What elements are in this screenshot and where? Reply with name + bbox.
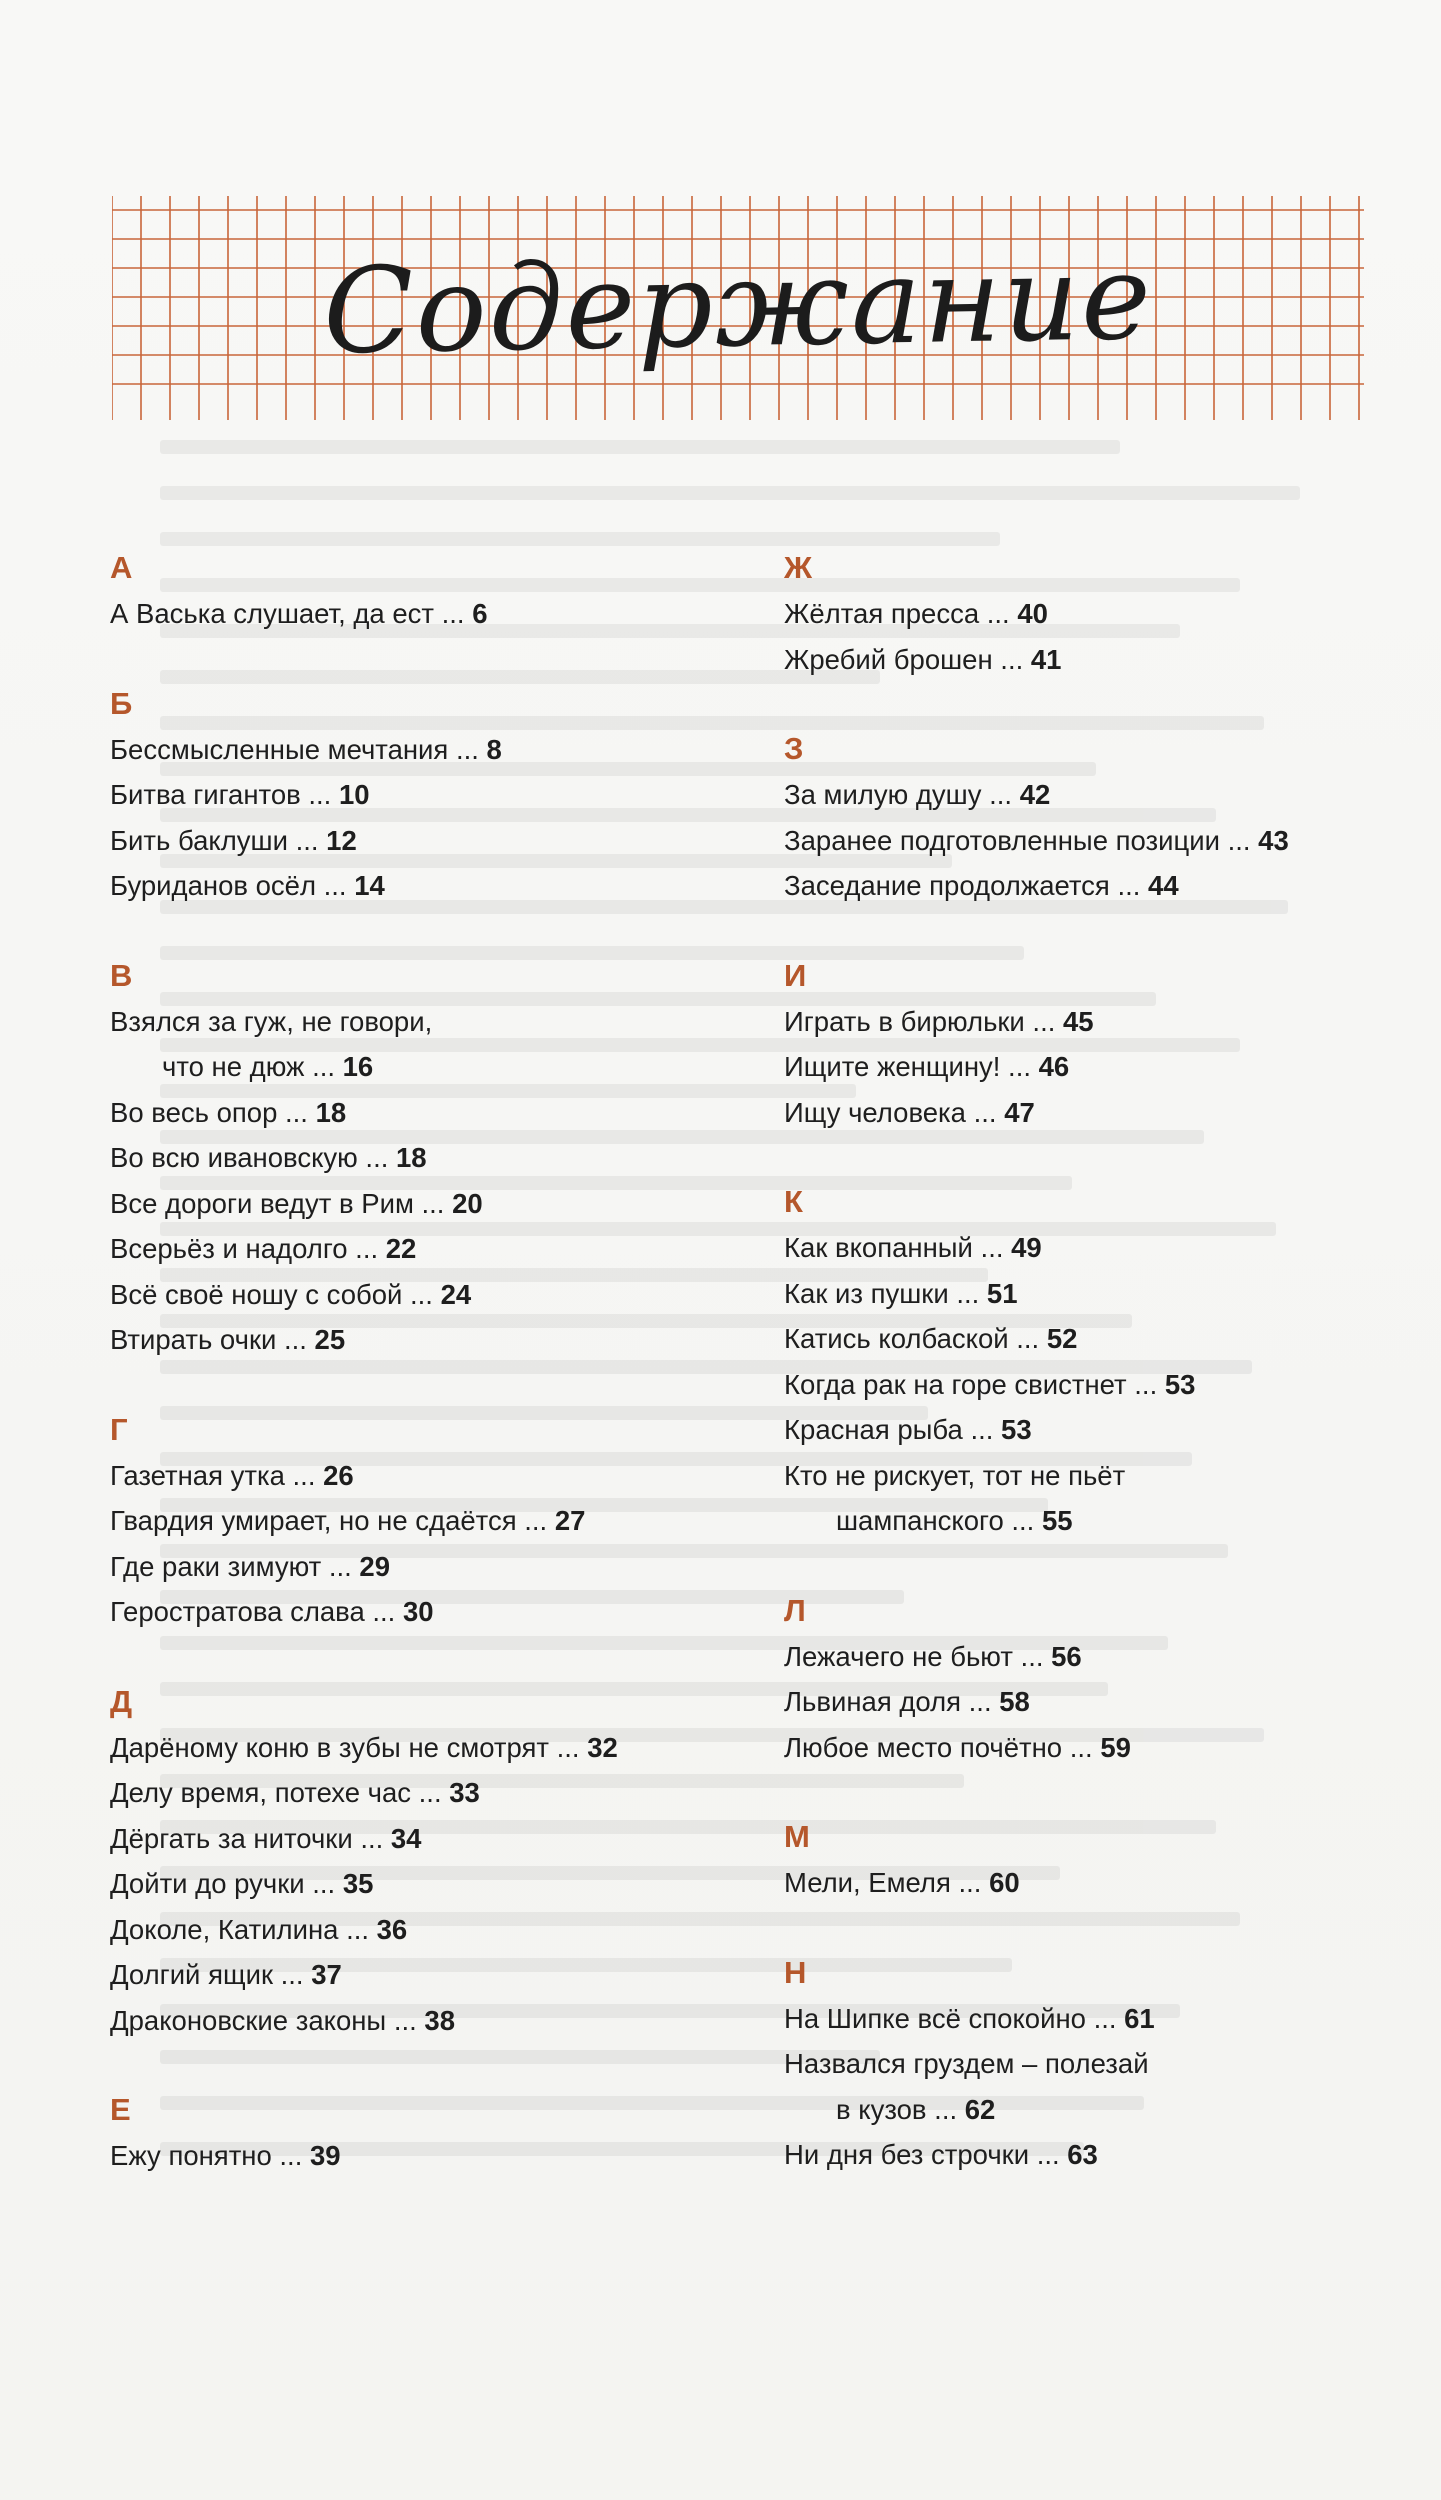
entry-page-number: 61 bbox=[1124, 2002, 1155, 2034]
section-letter: Д bbox=[110, 1683, 133, 1719]
toc-entry bbox=[110, 1952, 770, 1998]
toc-entry bbox=[784, 1679, 1441, 1725]
toc-entry bbox=[784, 2132, 1441, 2178]
entry-title: в кузов ... bbox=[836, 2093, 965, 2125]
entry-page-number: 41 bbox=[1030, 643, 1062, 675]
entry-title: Бить баклуши ... bbox=[110, 824, 327, 856]
toc-entry bbox=[110, 1907, 770, 1953]
toc-entry bbox=[110, 863, 770, 909]
entry-title: Взялся за гуж, не говори, bbox=[110, 1005, 433, 1037]
entry-page-number: 29 bbox=[359, 1550, 391, 1582]
toc-entry bbox=[110, 772, 770, 818]
entry-page-number: 34 bbox=[390, 1822, 422, 1854]
entry-title: Жёлтая пресса ... bbox=[784, 598, 1018, 629]
toc-section bbox=[110, 1407, 770, 1635]
toc-entry bbox=[110, 1090, 770, 1136]
toc-entry bbox=[110, 818, 770, 864]
entry-page-number: 59 bbox=[1100, 1731, 1131, 1763]
title-banner bbox=[112, 196, 1364, 420]
entry-page-number: 52 bbox=[1046, 1323, 1078, 1354]
entry-page-number: 53 bbox=[1164, 1368, 1196, 1400]
toc-entry bbox=[784, 1316, 1441, 1362]
entry-page-number: 12 bbox=[326, 824, 357, 856]
toc-entry bbox=[110, 1181, 770, 1227]
toc-entry bbox=[784, 591, 1441, 637]
entry-page-number: 62 bbox=[964, 2093, 996, 2125]
entry-title: Любое место почётно ... bbox=[784, 1731, 1101, 1763]
toc-entry bbox=[110, 1317, 770, 1363]
entry-title: Дойти до ручки ... bbox=[110, 1868, 343, 1899]
entry-title: Драконовские законы ... bbox=[110, 2004, 425, 2036]
toc-entry bbox=[110, 1816, 770, 1862]
entry-title: Лежачего не бьют ... bbox=[784, 1640, 1052, 1672]
toc-entry bbox=[784, 1634, 1441, 1680]
entry-title: Мели, Емеля ... bbox=[784, 1867, 990, 1898]
entry-page-number: 39 bbox=[309, 2140, 341, 2171]
toc-entry bbox=[110, 1453, 770, 1499]
entry-title: Ищу человека ... bbox=[784, 1096, 1005, 1128]
section-letter: М bbox=[784, 1819, 810, 1854]
entry-page-number: 45 bbox=[1063, 1005, 1094, 1037]
entry-page-number: 60 bbox=[989, 1867, 1020, 1898]
toc-section bbox=[784, 726, 1441, 909]
entry-page-number: 8 bbox=[486, 733, 502, 765]
entry-page-number: 18 bbox=[396, 1142, 427, 1173]
section-letter: Е bbox=[110, 2092, 131, 2127]
entry-title: Всё своё ношу с собой ... bbox=[110, 1278, 441, 1310]
toc-entry bbox=[110, 1861, 770, 1907]
toc-entry bbox=[784, 818, 1441, 864]
entry-title: А Васька слушает, да ест ... bbox=[110, 598, 473, 629]
entry-title: Втирать очки ... bbox=[110, 1324, 315, 1355]
entry-continuation-line bbox=[784, 2087, 1441, 2133]
entry-title: что не дюж ... bbox=[162, 1051, 343, 1082]
section-letter: К bbox=[784, 1184, 803, 1219]
toc-entry bbox=[784, 772, 1441, 818]
toc-entry bbox=[110, 591, 770, 637]
entry-page-number: 22 bbox=[385, 1233, 417, 1264]
entry-page-number: 49 bbox=[1011, 1232, 1042, 1263]
entry-page-number: 35 bbox=[342, 1868, 374, 1899]
entry-title: Заседание продолжается ... bbox=[784, 870, 1149, 901]
entry-title: Дарёному коню в зубы не смотрят ... bbox=[110, 1731, 588, 1763]
toc-entry bbox=[784, 1271, 1441, 1317]
toc-entry bbox=[110, 1998, 770, 2044]
entry-title: Буриданов осёл ... bbox=[110, 870, 355, 901]
entry-title: Все дороги ведут в Рим ... bbox=[110, 1187, 453, 1219]
entry-title: Ни дня без строчки ... bbox=[784, 2139, 1068, 2170]
entry-title: Гвардия умирает, но не сдаётся ... bbox=[110, 1505, 555, 1536]
entry-title: Битва гигантов ... bbox=[110, 779, 339, 810]
entry-page-number: 46 bbox=[1038, 1051, 1070, 1082]
toc-entry bbox=[784, 1044, 1441, 1090]
entry-title: Ищите женщину! ... bbox=[784, 1051, 1039, 1082]
entry-page-number: 56 bbox=[1051, 1640, 1082, 1672]
page-title: Содержание bbox=[322, 227, 1154, 381]
toc-section bbox=[784, 545, 1441, 682]
entry-page-number: 47 bbox=[1004, 1096, 1035, 1128]
toc-section bbox=[784, 1814, 1441, 1906]
toc-entry bbox=[110, 727, 770, 773]
entry-title: Долгий ящик ... bbox=[110, 1959, 312, 1990]
toc-entry bbox=[784, 637, 1441, 683]
entry-title: Геростратова слава ... bbox=[110, 1596, 403, 1627]
toc-section bbox=[784, 1950, 1441, 2178]
section-letter: Н bbox=[784, 1954, 807, 1990]
toc-entry bbox=[784, 1362, 1441, 1408]
section-letter: И bbox=[784, 957, 807, 993]
entry-page-number: 18 bbox=[315, 1096, 347, 1128]
section-letter: Г bbox=[110, 1411, 128, 1447]
entry-title: Жребий брошен ... bbox=[784, 643, 1031, 675]
toc-entry bbox=[110, 999, 770, 1090]
toc-section bbox=[110, 545, 770, 637]
entry-title: На Шипке всё спокойно ... bbox=[784, 2002, 1125, 2034]
entry-title: Красная рыба ... bbox=[784, 1414, 1002, 1445]
toc-section bbox=[110, 2087, 770, 2179]
entry-title: Во всю ивановскую ... bbox=[110, 1142, 396, 1173]
section-letter: З bbox=[784, 731, 804, 766]
toc-entry bbox=[784, 1407, 1441, 1453]
entry-title: Всерьёз и надолго ... bbox=[110, 1233, 386, 1264]
entry-title: Дёргать за ниточки ... bbox=[110, 1822, 391, 1854]
entry-continuation-line bbox=[110, 1044, 770, 1090]
entry-title: Как вкопанный ... bbox=[784, 1232, 1012, 1263]
entry-page-number: 16 bbox=[342, 1051, 374, 1082]
toc-entry bbox=[784, 863, 1441, 909]
toc-entry bbox=[110, 1498, 770, 1544]
entry-page-number: 58 bbox=[999, 1686, 1030, 1717]
entry-page-number: 63 bbox=[1067, 2139, 1098, 2170]
entry-title: Катись колбаской ... bbox=[784, 1323, 1047, 1354]
toc-entry bbox=[110, 1226, 770, 1272]
entry-page-number: 27 bbox=[554, 1505, 586, 1536]
entry-page-number: 42 bbox=[1019, 779, 1051, 810]
toc-entry bbox=[784, 1860, 1441, 1906]
entry-title: Доколе, Катилина ... bbox=[110, 1913, 377, 1945]
section-letter: Л bbox=[784, 1592, 806, 1628]
entry-page-number: 20 bbox=[452, 1187, 483, 1219]
entry-page-number: 36 bbox=[376, 1913, 408, 1945]
entry-page-number: 44 bbox=[1148, 870, 1179, 901]
section-letter: Б bbox=[110, 685, 133, 721]
entry-title: За милую душу ... bbox=[784, 779, 1020, 810]
entry-title: Играть в бирюльки ... bbox=[784, 1005, 1063, 1037]
toc-entry bbox=[784, 1996, 1441, 2042]
entry-page-number: 14 bbox=[354, 870, 385, 901]
entry-title: шампанского ... bbox=[836, 1505, 1042, 1536]
entry-page-number: 10 bbox=[338, 779, 370, 810]
toc-entry bbox=[784, 999, 1441, 1045]
section-letter: Ж bbox=[784, 550, 813, 585]
entry-page-number: 53 bbox=[1001, 1414, 1032, 1445]
entry-title: Газетная утка ... bbox=[110, 1459, 324, 1491]
toc-entry bbox=[784, 1453, 1441, 1544]
toc-entry bbox=[784, 1725, 1441, 1771]
entry-continuation-line bbox=[784, 1498, 1441, 1544]
toc-entry bbox=[110, 2133, 770, 2179]
entry-page-number: 26 bbox=[323, 1459, 354, 1491]
toc-section bbox=[784, 953, 1441, 1136]
entry-title: Где раки зимуют ... bbox=[110, 1550, 360, 1582]
entry-page-number: 32 bbox=[587, 1731, 618, 1763]
toc-section bbox=[110, 1679, 770, 2044]
entry-page-number: 51 bbox=[986, 1277, 1018, 1309]
entry-page-number: 43 bbox=[1258, 824, 1289, 856]
entry-title: Заранее подготовленные позиции ... bbox=[784, 824, 1259, 856]
toc-section bbox=[784, 1588, 1441, 1771]
entry-title: Кто не рискует, тот не пьёт bbox=[784, 1459, 1126, 1491]
entry-page-number: 37 bbox=[311, 1959, 342, 1990]
toc-entry bbox=[784, 1090, 1441, 1136]
entry-page-number: 38 bbox=[424, 2004, 455, 2036]
entry-title: Львиная доля ... bbox=[784, 1686, 1000, 1717]
toc-entry bbox=[784, 2041, 1441, 2132]
toc-entry bbox=[110, 1544, 770, 1590]
toc-entry bbox=[110, 1725, 770, 1771]
toc-column-right bbox=[784, 545, 1441, 2178]
entry-title: Как из пушки ... bbox=[784, 1277, 987, 1309]
entry-page-number: 25 bbox=[314, 1324, 346, 1355]
entry-page-number: 40 bbox=[1017, 598, 1048, 629]
entry-page-number: 33 bbox=[449, 1777, 480, 1808]
toc-entry bbox=[110, 1770, 770, 1816]
toc-section bbox=[110, 953, 770, 1363]
entry-title: Бессмысленные мечтания ... bbox=[110, 733, 487, 765]
toc-column-left bbox=[110, 545, 770, 2179]
toc-entry bbox=[110, 1135, 770, 1181]
entry-title: Делу время, потехе час ... bbox=[110, 1777, 450, 1808]
toc-entry bbox=[110, 1272, 770, 1318]
entry-title: Ежу понятно ... bbox=[110, 2140, 310, 2171]
section-letter: А bbox=[110, 550, 133, 585]
toc-section bbox=[110, 681, 770, 909]
entry-title: Когда рак на горе свистнет ... bbox=[784, 1368, 1165, 1400]
entry-page-number: 30 bbox=[402, 1596, 434, 1627]
entry-title: Назвался груздем – полезай bbox=[784, 2048, 1149, 2079]
entry-page-number: 6 bbox=[472, 598, 488, 629]
entry-page-number: 55 bbox=[1041, 1505, 1073, 1536]
section-letter: В bbox=[110, 957, 133, 993]
toc-section bbox=[784, 1179, 1441, 1544]
entry-title: Во весь опор ... bbox=[110, 1096, 316, 1128]
toc-entry bbox=[110, 1589, 770, 1635]
toc-entry bbox=[784, 1225, 1441, 1271]
entry-page-number: 24 bbox=[440, 1278, 472, 1310]
